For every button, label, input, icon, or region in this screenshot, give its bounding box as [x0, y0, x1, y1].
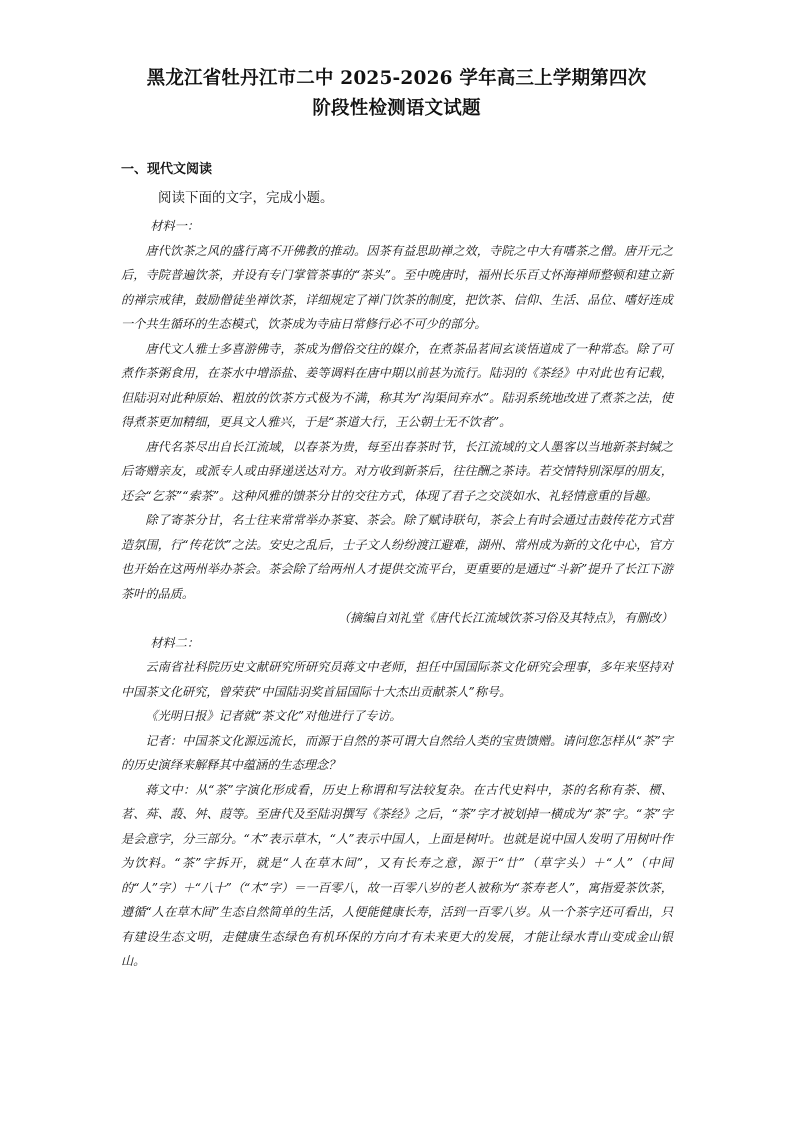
- material-2-paragraph: 记者：中国茶文化源远流长，而源于自然的茶可谓大自然给人类的宝贵馈赠。请问您怎样从“茶”字的历史演绎来解释其中蕴涵的生态理念？: [121, 733, 673, 772]
- material-2-label: 材料二：: [150, 635, 200, 650]
- reading-material: [121, 214, 673, 974]
- material-1-source: （摘编自刘礼堂《唐代长江流域饮茶习俗及其特点》，有删改）: [337, 611, 673, 625]
- material-1-paragraph: 除了寄茶分甘，名士往来常常举办茶宴、茶会。除了赋诗联句，茶会上有时会通过击鼓传花方式营造氛围，行“传花饮”之法。安史之乱后，士子文人纷纷渡江避难，湖州、常州成为新的文化中心，官方也开始在这两州举办茶会。茶会除了给两州人才提供交流平台，更重要的是通过“斗新”提升了长江下游茶叶的品质。: [121, 513, 673, 601]
- material-2-paragraph: 《光明日报》记者就“茶文化”对他进行了专访。: [145, 709, 402, 723]
- material-1-paragraph: 唐代名茶尽出自长江流域，以春茶为贵，每至出春茶时节，长江流域的文人墨客以当地新茶封缄之后寄赠亲友，或派专人或由驿递送达对方。对方收到新茶后，往往酬之茶诗。若交情特别深厚的朋友，还会“乞茶”“索茶”。这种风雅的馈茶分甘的交往方式，体现了君子之交淡如水、礼轻情意重的旨趣。: [121, 439, 673, 503]
- section-heading: 一、现代文阅读: [121, 162, 213, 177]
- title-line-1: 黑龙江省牡丹江市二中 2025-2026 学年高三上学期第四次: [146, 68, 647, 89]
- material-2-paragraph: 蒋文中：从“茶”字演化形成看，历史上称谓和写法较复杂。在古代史料中，茶的名称有荼、槚、茗、荈、蔎、舛、葭等。至唐代及至陆羽撰写《茶经》之后，“茶”字才被划掉一横成为“茶”字。“茶”字是会意字，分三部分。“木”表示草木，“人”表示中国人，上面是树叶。也就是说中国人发明了用树叶作为饮料。“茶”字拆开，就是“人在草木间”，又有长寿之意，源于“廿”（草字头）＋“人”（中间的“人”字）＋“八十”（“木”字）＝一百零八，故一百零八岁的老人被称为“茶寿老人”，寓指爱茶饮茶，遵循“人在草木间”生态自然简单的生活，人便能健康长寿，活到一百零八岁。从一个茶字还可看出，只有建设生态文明，走健康生态绿色有机环保的方向才有未来更大的发展，才能让绿水青山变成金山银山。: [121, 782, 673, 968]
- material-1-paragraph: 唐代文人雅士多喜游佛寺，茶成为僧俗交往的媒介，在煮茶品茗间玄谈悟道成了一种常态。除了可煮作茶粥食用，在茶水中增添盐、姜等调料在唐中期以前甚为流行。陆羽的《茶经》中对此也有记载，但陆羽对此种原始、粗放的饮茶方式极为不满，称其为“沟渠间弃水”。陆羽系统地改进了煮茶之法，使得煮茶更加精细，更具文人雅兴，于是“茶道大行，王公朝士无不饮者”。: [121, 341, 673, 429]
- title-line-2: 阶段性检测语文试题: [312, 98, 481, 119]
- instruction-text: 阅读下面的文字，完成小题。: [158, 190, 334, 206]
- material-2-paragraph: 云南省社科院历史文献研究所研究员蒋文中老师，担任中国国际茶文化研究会理事，多年来坚持对中国茶文化研究，曾荣获“中国陆羽奖首届国际十大杰出贡献茶人”称号。: [121, 660, 673, 699]
- document-title: [100, 64, 693, 124]
- material-1-paragraph: 唐代饮茶之风的盛行离不开佛教的推动。因茶有益思助禅之效，寺院之中大有嗜茶之僧。唐开元之后，寺院普遍饮茶，并设有专门掌管茶事的“茶头”。至中晚唐时，福州长乐百丈怀海禅师整顿和建立新的禅宗戒律，鼓励僧徒坐禅饮茶，详细规定了禅门饮茶的制度，把饮茶、信仰、生活、品位、嗜好连成一个共生循环的生态模式，饮茶成为寺庙日常修行必不可少的部分。: [121, 243, 673, 331]
- material-1-label: 材料一：: [150, 219, 200, 233]
